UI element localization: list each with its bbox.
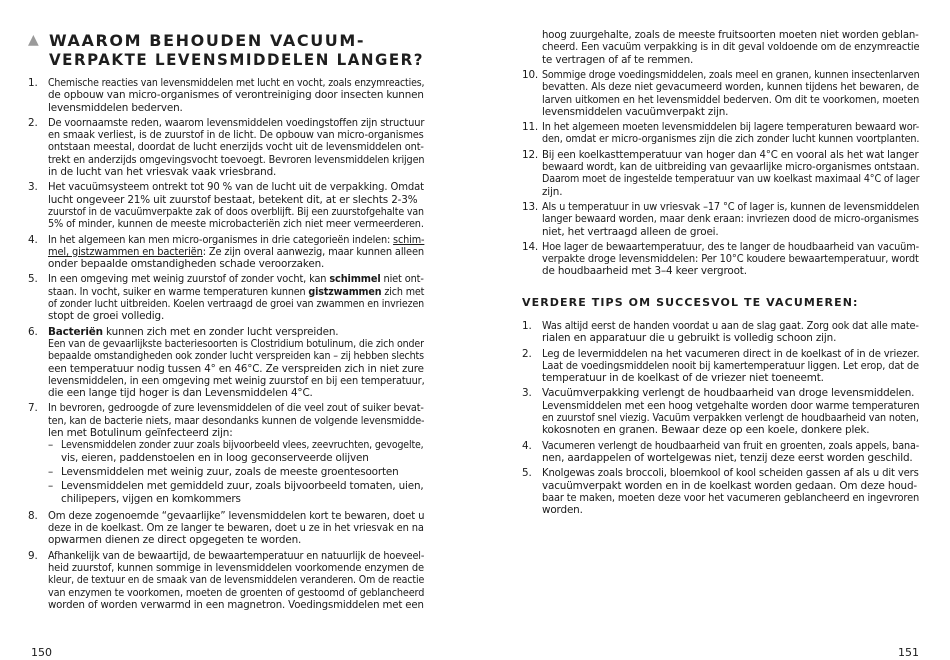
- item-line: baar te maken, moeten deze voor het vacumeren geblancheerd en ingevroren: [542, 491, 920, 504]
- item-number: 4.: [28, 233, 38, 246]
- item-line: levensmiddelen vacuümverpakt zijn.: [542, 105, 729, 118]
- dash-item: [48, 439, 424, 464]
- item-line: deze in de koelkast. Om ze langer te bewaren, doet u ze in het vriesvak en na: [48, 522, 424, 535]
- item-line: In een omgeving met weinig zuurstof of zonder vocht, kan schimmel niet ont-: [48, 273, 424, 286]
- item-line: In bevroren, gedroogde of zure levensmiddelen of die veel zout of suiker bevat-: [48, 402, 424, 415]
- item-line: Bij een koelkasttemperatuur van hoger dan 4°C en vooral als het wat langer: [542, 148, 919, 161]
- item-number: 1.: [28, 77, 38, 89]
- item-line: Hoe lager de bewaartemperatuur, des te langer de houdbaarheid van vacuüm-: [542, 240, 919, 253]
- item-line: kleur, de textuur en de smaak van de levensmiddelen veranderen. Om de reactie: [48, 574, 425, 587]
- item-line: in de lucht van het vriesvak vaak vriesbrand.: [48, 166, 277, 179]
- item-line: De voornaamste reden, waarom levensmiddelen voedingstoffen zijn structuur: [48, 116, 425, 129]
- list-item-9: [28, 550, 424, 611]
- item-line: Knolgewas zoals broccoli, bloemkool of kool scheiden gassen af als u dit vers: [542, 467, 919, 480]
- item-line: trekt en anderzijds omgevingsvocht toevoegt. Bevroren levensmiddelen krijgen: [48, 153, 425, 166]
- item-line: 5% of minder, kunnen de meeste microbacteriën zich niet meer vermeerderen.: [48, 218, 424, 231]
- dash-marker: –: [48, 465, 54, 478]
- dash-list: [48, 439, 424, 504]
- item-line: ontstaan meestal, doordat de lucht enerzijds vocht uit de levensmiddelen ont-: [48, 141, 424, 154]
- tip-item-4: [522, 440, 919, 465]
- item-line: ten, kan de bacterie niets, maar desondanks kunnen de volgende levensmidde-: [48, 414, 425, 427]
- heading-line-2: VERPAKTE LEVENSMIDDELEN LANGER?: [49, 50, 425, 69]
- item-line: levensmiddelen, in een omgeving met weinig zuurstof en bij een temperatuur,: [48, 374, 425, 387]
- left-numbered-list: [28, 77, 424, 614]
- item-line: levensmiddelen bederven.: [48, 101, 183, 114]
- dash-line: chilipepers, vijgen en komkommers: [61, 492, 241, 505]
- dash-marker: –: [48, 439, 54, 452]
- item-line: larven uitkomen en het levensmiddel bederven. Om dit te voorkomen, moeten: [542, 93, 920, 106]
- continuation-line: te vertragen of af te remmen.: [542, 53, 694, 66]
- item-number: 13.: [522, 200, 539, 213]
- item-line: Het vacuümsysteem ontrekt tot 90 % van de lucht uit de verpakking. Omdat: [48, 181, 424, 194]
- item-line: bevatten. Als deze niet gevacumeerd worden, kunnen tijdens het bewaren, de: [542, 81, 919, 94]
- list-item-4: [28, 234, 424, 271]
- page-number: 150: [31, 646, 52, 659]
- item-line: Als u temperatuur in uw vriesvak –17 °C of lager is, kunnen de levensmiddelen: [542, 200, 920, 213]
- item-number: 1.: [522, 320, 532, 332]
- item-line: de houdbaarheid met 3–4 keer vergroot.: [542, 265, 747, 278]
- item-number: 8.: [28, 509, 38, 522]
- item-line: Laat de voedingsmiddelen nooit bij kamertemperatuur liggen. Let erop, dat de: [542, 359, 919, 372]
- item-line: vacuümverpakt worden en in de koelkast worden gedaan. Om deze houd-: [542, 479, 918, 492]
- list-item-10: [522, 69, 919, 118]
- page-150: [28, 0, 424, 660]
- item-number: 2.: [522, 347, 532, 360]
- item-line: een temperatuur nodig tussen 4° en 46°C. Ze verspreiden zich in niet zure: [48, 362, 424, 375]
- item-line: lucht ongeveer 21% uit zuurstof bestaat, betekent dit, at er slechts 2-3%: [48, 193, 418, 206]
- item-line: die een lange tijd hoger is dan Levensmiddelen 4°C.: [48, 387, 313, 400]
- item-line: bewaard wordt, kan de uitbreiding van gevaarlijke micro-organismes ontstaan.: [542, 161, 920, 174]
- item-line: Vacumeren verlengt de houdbaarheid van fruit en groenten, zoals appels, bana-: [542, 439, 920, 452]
- item-line: Om deze zogenoemde “gevaarlijke” levensmiddelen kort te bewaren, doet u: [48, 509, 425, 522]
- item-line: de opbouw van micro-organismes of verontreiniging door insecten kunnen: [48, 89, 424, 102]
- item-line: bepaalde omstandigheden ook zonder lucht verspreiden kan – zij hebben slechts: [48, 350, 424, 363]
- dash-item: [48, 480, 424, 505]
- list-item-1: [28, 77, 424, 114]
- item-line: mel, gistzwammen en bacteriën: Ze zijn overal aanwezig, maar kunnen alleen: [48, 245, 424, 258]
- item-line: niet, het vertraagd alleen de groei.: [542, 225, 719, 238]
- list-item-14: [522, 241, 919, 278]
- list-item-12: [522, 149, 919, 198]
- item-line: Chemische reacties van levensmiddelen met lucht en vocht, zoals enzymreacties,: [48, 77, 425, 89]
- item-number: 2.: [28, 116, 38, 129]
- item-line: staan. In vocht, suiker en warme temperaturen kunnen gistzwammen zich met: [48, 285, 425, 298]
- item-line: Bacteriën kunnen zich met en zonder lucht verspreiden.: [48, 325, 339, 338]
- item-line: of zonder lucht uitbreiden. Koelen vertraagd de groei van zwammen en invriezen: [48, 298, 425, 311]
- item-line: In het algemeen kan men micro-organismes in drie categorieën indelen: schim-: [48, 233, 425, 246]
- tip-item-1: [522, 320, 919, 345]
- list-item-2: [28, 117, 424, 178]
- item-line: opwarmen dienen ze direct opgegeten te worden.: [48, 534, 302, 547]
- item-number: 9.: [28, 549, 38, 562]
- item-line: zuurstof in de vacuümverpakte zak of doos overblijft. Bij een zuurstofgehalte van: [48, 205, 424, 218]
- item-line: Vacuümverpakking verlengt de houdbaarheid van droge levensmiddelen.: [542, 387, 915, 400]
- item-number: 3.: [522, 387, 532, 400]
- item-line: In het algemeen moeten levensmiddelen bij lagere temperaturen bewaard wor-: [542, 121, 920, 134]
- item-number: 12.: [522, 148, 539, 161]
- item-line: Was altijd eerst de handen voordat u aan de slag gaat. Zorg ook dat alle mate-: [542, 320, 919, 332]
- item-line: Levensmiddelen met een hoog vetgehalte worden door warme temperaturen: [542, 399, 920, 412]
- item-line: temperatuur in de koelkast of de vriezer niet toeneemt.: [542, 372, 824, 385]
- page-heading: [28, 31, 424, 69]
- item-line: verpakte droge levensmiddelen: Per 10°C koudere bewaartemperatuur, wordt: [542, 253, 919, 266]
- item-line: Afhankelijk van de bewaartijd, de bewaartemperatuur en natuurlijk de hoeveel-: [48, 549, 425, 562]
- tip-item-2: [522, 348, 919, 385]
- tip-item-3: [522, 387, 919, 436]
- list-item-7: [28, 402, 424, 504]
- list-item-8: [28, 510, 424, 547]
- item-line: nen, aardappelen of wortelgewas niet, tenzij deze eerst worden geschild.: [542, 451, 913, 464]
- item-number: 10.: [522, 69, 539, 81]
- item-number: 5.: [522, 467, 532, 480]
- tip-item-5: [522, 467, 919, 516]
- item-line: langer bewaard worden, maar denk eraan: invriezen dood de micro-organismes: [542, 213, 919, 226]
- item-number: 11.: [522, 121, 539, 134]
- page-number: 151: [898, 646, 919, 659]
- item-number: 6.: [28, 325, 38, 338]
- dash-item: [48, 466, 424, 478]
- continuation-line: hoog zuurgehalte, zoals de meeste fruitsoorten moeten niet worden geblan-: [542, 29, 919, 41]
- item-line: Een van de gevaarlijkste bacteriesoorten is Clostridium botulinum, die zich onder: [48, 337, 424, 350]
- list-item-5: [28, 273, 424, 322]
- item-line: zijn.: [542, 185, 563, 198]
- list-item-3: [28, 181, 424, 230]
- item-line: onder bepaalde omstandigheden schade veroorzaken.: [48, 258, 325, 271]
- page-151: [522, 0, 919, 660]
- tips-heading: VERDERE TIPS OM SUCCESVOL TE VACUMEREN:: [522, 296, 859, 309]
- item-line: en smaak verliest, is de zuurstof in de licht. De opbouw van micro-organismes: [48, 129, 424, 142]
- item-line: en zuurstof snel viezig. Vacuüm verpakken verlengt de houdbaarheid van noten,: [542, 412, 919, 425]
- tips-list: [522, 320, 919, 519]
- dash-marker: –: [48, 480, 54, 493]
- item-number: 5.: [28, 273, 38, 286]
- continuation-paragraph: [522, 29, 919, 66]
- list-item-13: [522, 201, 919, 238]
- item-line: Leg de levermiddelen na het vacumeren direct in de koelkast of in de vriezer.: [542, 347, 920, 360]
- item-line: heid zuurstof, kunnen sommige in levensmiddelen voorkomende enzymen de: [48, 561, 424, 574]
- dash-line: Levensmiddelen met gemiddeld zuur, zoals bijvoorbeeld tomaten, uien,: [61, 480, 424, 493]
- item-line: van enzymen te voorkomen, moeten de groenten of gestoomd of geblancheerd: [48, 586, 425, 599]
- triangle-up-icon: ▲: [28, 32, 39, 48]
- list-item-6: [28, 326, 424, 400]
- list-item-11: [522, 121, 919, 146]
- item-line: Sommige droge voedingsmiddelen, zoals meel en granen, kunnen insectenlarven: [542, 69, 920, 81]
- item-line: Daarom moet de ingestelde temperatuur van uw koelkast maximaal 4°C of lager: [542, 173, 920, 186]
- item-line: rialen en apparatuur die u gebruikt is volledig schoon zijn.: [542, 332, 837, 345]
- item-number: 14.: [522, 240, 539, 253]
- right-numbered-list: [522, 69, 919, 281]
- item-number: 4.: [522, 439, 532, 452]
- dash-line: vis, eieren, paddenstoelen en in loog geconserveerde olijven: [61, 451, 369, 464]
- item-number: 3.: [28, 181, 38, 194]
- dash-line: Levensmiddelen zonder zuur zoals bijvoorbeeld vlees, zeevruchten, gevogelte,: [61, 439, 424, 452]
- dash-line: Levensmiddelen met weinig zuur, zoals de meeste groentesoorten: [61, 465, 399, 478]
- item-line: kokosnoten en granen. Bewaar deze op een koele, donkere plek.: [542, 424, 870, 437]
- item-line: worden of worden verwarmd in een magnetron. Voedingsmiddelen met een: [48, 598, 424, 611]
- item-number: 7.: [28, 402, 38, 415]
- item-line: len met Botulinum geïnfecteerd zijn:: [48, 427, 233, 440]
- item-line: den, omdat er micro-organismes zijn die zich zonder lucht kunnen voortplanten.: [542, 133, 920, 146]
- item-line: stopt de groei volledig.: [48, 310, 165, 323]
- item-line: worden.: [542, 504, 583, 517]
- continuation-line: cheerd. Een vacuüm verpakking is in dit geval voldoende om de enzymreactie: [542, 41, 920, 54]
- heading-line-1: WAAROM BEHOUDEN VACUUM-: [49, 31, 366, 50]
